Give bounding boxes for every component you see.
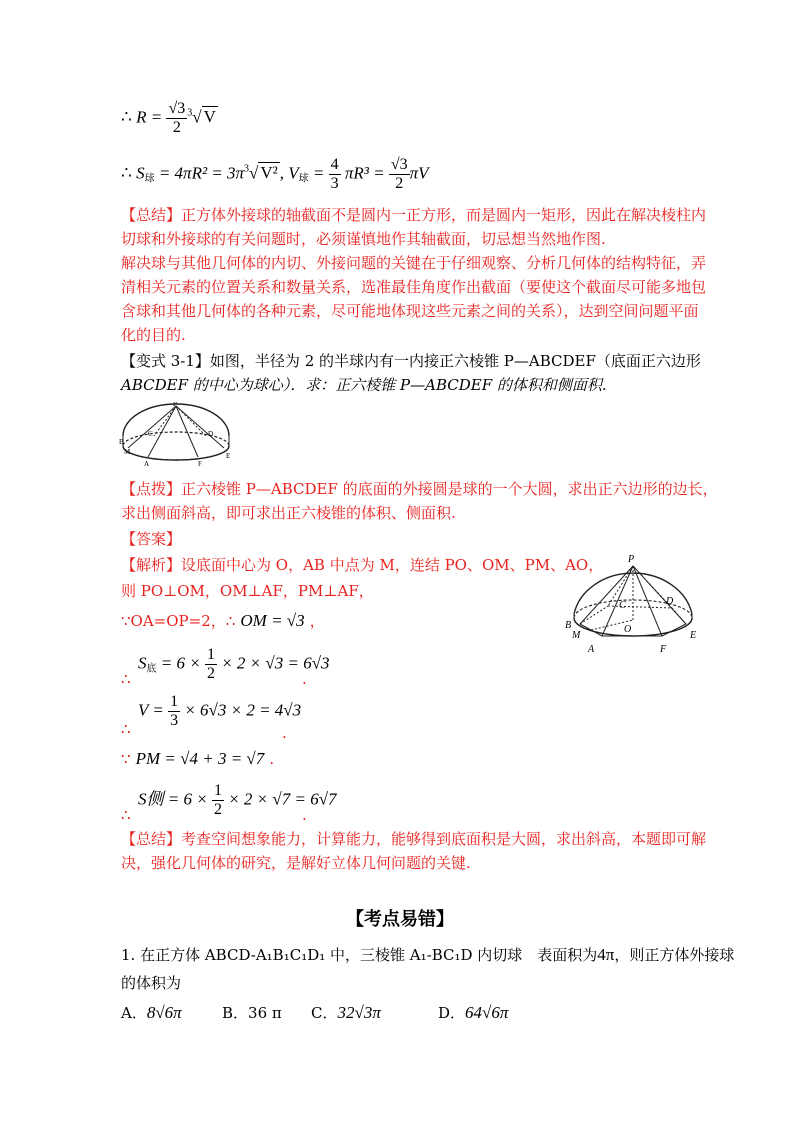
large-label-e: E bbox=[690, 630, 697, 641]
hint-paragraph: 【点拨】正六棱锥 P—ABCDEF 的底面的外接圆是球的一个大圆，求出正六边形的边长， 求出侧面斜高，即可求出正六棱锥的体积、侧面积. bbox=[121, 480, 718, 522]
option-b[interactable]: B．36 π bbox=[222, 1004, 282, 1022]
small-label-b: B bbox=[119, 438, 124, 446]
question-1-line-2: 的体积为 bbox=[121, 974, 182, 992]
small-label-d: D bbox=[208, 430, 214, 438]
variant-problem: 【变式 3-1】如图，半径为 2 的半球内有一内接正六棱锥 P—ABCDEF（底面正六边形 ABCDEF 的中心为球心）．求：正六棱锥 P—ABCDEF 的体积和侧面积. bbox=[121, 352, 701, 394]
formula-lateral-area: S侧 = 6 × $\frac{1}{2}$ × 2 × √7 = 6√7 bbox=[138, 782, 337, 818]
section-title: 【考点易错】 bbox=[346, 909, 454, 930]
therefore-1: ∴ bbox=[121, 670, 131, 688]
dot-4: . bbox=[302, 806, 307, 824]
small-label-a: A bbox=[144, 460, 150, 468]
therefore-3: ∴ bbox=[121, 806, 131, 824]
small-label-m: M bbox=[124, 448, 131, 456]
analysis-line-3: ∵OA=OP=2，∴ OM = √3 ， bbox=[121, 611, 325, 630]
large-label-c: C bbox=[619, 600, 626, 611]
summary-paragraph-2: 【总结】考查空间想象能力，计算能力，能够得到底面积是大圆，求出斜高，本题即可解 决，强化几何体的研究，是解好立体几何问题的关键. bbox=[121, 830, 707, 872]
small-label-p: P bbox=[173, 402, 177, 408]
summary-paragraph-1: 【总结】正方体外接球的轴截面不是圆内一正方形，而是圆内一矩形，因此在解决棱柱内 切球和外接球的有关问题时，必须谨慎地作其轴截面，切忌想当然地作图. 解决球与其他几何体的内切、外接问题的关键在于仔细观察、分析几何体的结构特征，弄 清相关元素的位置关系和数量关系，选准最佳角度作出截面（要使这个截面尽可能多地包 含球和其他几何体的各种元素，尽可能地体现这些元素之间的关系），达到空间问题平面 化的目的. bbox=[121, 206, 707, 344]
small-label-f: F bbox=[198, 460, 202, 468]
large-label-b: B bbox=[565, 620, 572, 631]
formula-pm: ∵ PM = √4 + 3 = √7 . bbox=[121, 749, 275, 768]
hemisphere-figure-small bbox=[118, 402, 234, 468]
therefore-2: ∴ bbox=[121, 720, 131, 738]
large-label-a: A bbox=[588, 644, 595, 655]
fraction: $\frac{√3}{2}$ bbox=[168, 100, 186, 136]
small-label-e: E bbox=[226, 452, 231, 460]
dot-1: . bbox=[302, 670, 307, 688]
option-d[interactable]: D．64√6π bbox=[438, 1003, 509, 1022]
analysis-line-2: 则 PO⊥OM，OM⊥AF，PM⊥AF， bbox=[121, 582, 374, 600]
dot-2: . bbox=[282, 724, 287, 742]
formula-radius: ∴ R = $\frac{√3}{2}$ $^3$√ V bbox=[121, 100, 216, 136]
hemisphere-figure-large bbox=[562, 552, 702, 662]
large-label-f: F bbox=[660, 644, 667, 655]
small-label-c: C bbox=[148, 430, 153, 438]
analysis-line-1: 【解析】设底面中心为 O，AB 中点为 M，连结 PO、OM、PM、AO， bbox=[121, 556, 604, 574]
answer-label: 【答案】 bbox=[121, 530, 182, 548]
formula-volume: V = $\frac{1}{3}$ × 6√3 × 2 = 4√3 bbox=[138, 693, 302, 729]
option-a[interactable]: A．8√6π bbox=[121, 1003, 182, 1022]
formula-lhs: R = bbox=[136, 107, 163, 127]
large-label-p: P bbox=[628, 554, 635, 565]
large-label-o: O bbox=[624, 624, 632, 635]
question-1: 1. 在正方体 ABCD-A₁B₁C₁D₁ 中，三棱锥 A₁-BC₁D 内切球 表面积为4π，则正方体外接球 bbox=[121, 945, 735, 964]
large-label-d: D bbox=[666, 596, 674, 607]
formula-sphere: ∴ $S_球 = 4\pi R^2 = 3\pi^3√$ V² , $V_球$ = $\frac{4}{3}$ πR³ = $\frac{√3}{2}$ πV bbox=[121, 156, 429, 192]
formula-base-area: $S_底 = 6$ × $\frac{1}{2}$ × 2 × √3 = 6√3 bbox=[138, 646, 330, 682]
therefore-symbol: ∴ bbox=[121, 107, 132, 127]
large-label-m: M bbox=[572, 630, 581, 641]
option-c[interactable]: C．32√3π bbox=[311, 1003, 381, 1022]
